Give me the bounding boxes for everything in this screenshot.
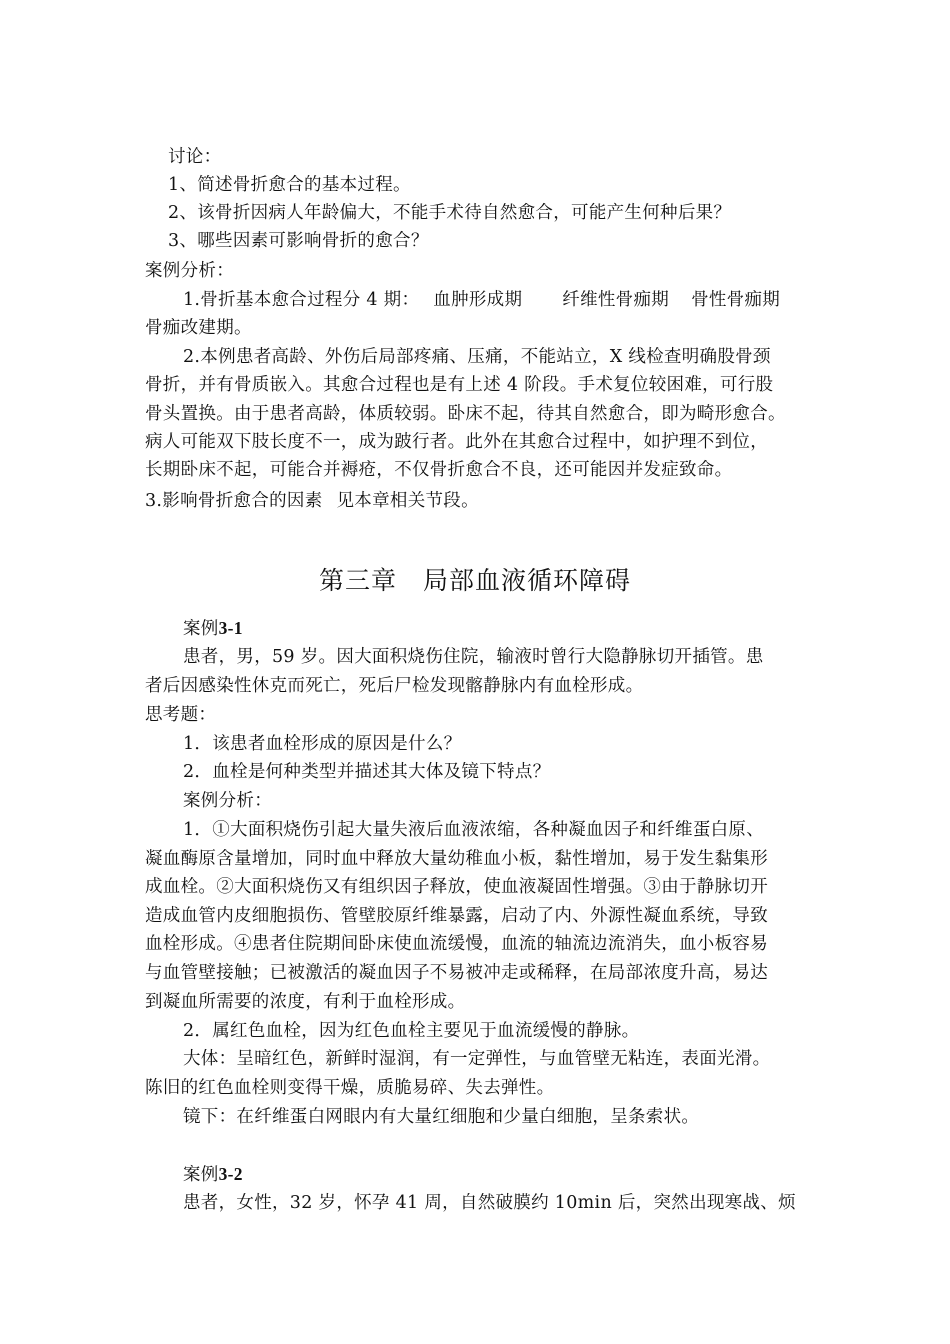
answer-1-line-6: 与血管壁接触；已被激活的凝血因子不易被冲走或稀释，在局部浓度升高，易达 [145,963,768,983]
case-3-1-text-line-2: 者后因感染性休克而死亡，死后尸检发现髂静脉内有血栓形成。 [145,676,644,696]
analysis-point-3 [145,487,825,515]
analysis-point-2-line-2: 骨折，并有骨质嵌入。其愈合过程也是有上述 4 阶段。手术复位较困难，可行股 [145,375,774,395]
stage-hematoma: 血肿形成期 [433,290,523,310]
chapter-number: 第三章 [318,566,397,595]
analysis-point-2-line-3: 骨头置换。由于患者高龄，体质较弱。卧床不起，待其自然愈合，即为畸形愈合。 [145,404,786,424]
case-analysis-heading: 案例分析： [183,791,272,811]
questions-heading: 思考题： [145,705,217,725]
microscopy: 镜下：在纤维蛋白网眼内有大量红细胞和少量白细胞，呈条索状。 [183,1107,700,1127]
analysis-point-1-intro: 1.骨折基本愈合过程分 4 期： [183,290,420,310]
chapter-title [0,563,950,599]
analysis-point-2-line-5: 长期卧床不起，可能合并褥疮，不仅骨折愈合不良，还可能因并发症致命。 [145,460,733,480]
gross-line-1: 大体：呈暗红色，新鲜时湿润，有一定弹性，与血管壁无粘连，表面光滑。 [183,1049,771,1069]
analysis-point-3-text: 见本章相关节段。 [336,491,479,511]
case-3-2-text-line-1: 患者，女性，32 岁，怀孕 41 周，自然破膜约 10min 后，突然出现寒战、烦 [183,1193,796,1213]
answer-1-line-2: 凝血酶原含量增加，同时血中释放大量幼稚血小板，黏性增加，易于发生黏集形 [145,849,768,869]
discussion-question-2: 2、该骨折因病人年龄偏大，不能手术待自然愈合，可能产生何种后果？ [168,203,732,223]
chapter-name: 局部血液循环障碍 [423,566,632,595]
stage-bony-callus: 骨性骨痂期 [691,290,781,310]
discussion-question-1: 1、简述骨折愈合的基本过程。 [168,175,411,195]
answer-2: 2．属红色血栓，因为红色血栓主要见于血流缓慢的静脉。 [183,1021,640,1041]
case-3-2-heading [183,1160,863,1189]
answer-1-line-3: 成血栓。②大面积烧伤又有组织因子释放，使血液凝固性增强。③由于静脉切开 [145,877,768,897]
answer-1-line-5: 血栓形成。④患者住院期间卧床使血流缓慢，血流的轴流边流消失，血小板容易 [145,934,768,954]
stage-fibrous-callus: 纤维性骨痂期 [562,290,670,310]
case-id: 3-1 [218,618,243,638]
case-3-1-text-line-1: 患者，男，59 岁。因大面积烧伤住院，输液时曾行大隐静脉切开插管。患 [183,647,764,667]
question-1: 1．该患者血栓形成的原因是什么？ [183,734,462,754]
discussion-heading: 讨论： [168,147,222,167]
analysis-heading: 案例分析： [145,261,234,281]
case-label: 案例 [183,619,219,639]
analysis-point-1-line-2: 骨痂改建期。 [145,318,252,338]
case-label: 案例 [183,1165,219,1185]
case-3-1-heading [183,614,863,643]
answer-1-line-4: 造成血管内皮细胞损伤、管壁胶原纤维暴露，启动了内、外源性凝血系统，导致 [145,906,768,926]
analysis-point-3-label: 3.影响骨折愈合的因素 [145,491,323,511]
question-2: 2．血栓是何种类型并描述其大体及镜下特点？ [183,762,551,782]
analysis-point-2-line-1: 2.本例患者高龄、外伤后局部疼痛、压痛，不能站立，X 线检查明确股骨颈 [183,347,771,367]
case-id: 3-2 [218,1164,243,1184]
analysis-point-1-line-1 [183,286,863,314]
answer-1-line-1: 1．①大面积烧伤引起大量失液后血液浓缩，各种凝血因子和纤维蛋白原、 [183,820,765,840]
discussion-question-3: 3、哪些因素可影响骨折的愈合？ [168,231,429,251]
analysis-point-2-line-4: 病人可能双下肢长度不一，成为跛行者。此外在其愈合过程中，如护理不到位， [145,432,768,452]
answer-1-line-7: 到凝血所需要的浓度，有利于血栓形成。 [145,992,466,1012]
gross-line-2: 陈旧的红色血栓则变得干燥，质脆易碎、失去弹性。 [145,1078,555,1098]
